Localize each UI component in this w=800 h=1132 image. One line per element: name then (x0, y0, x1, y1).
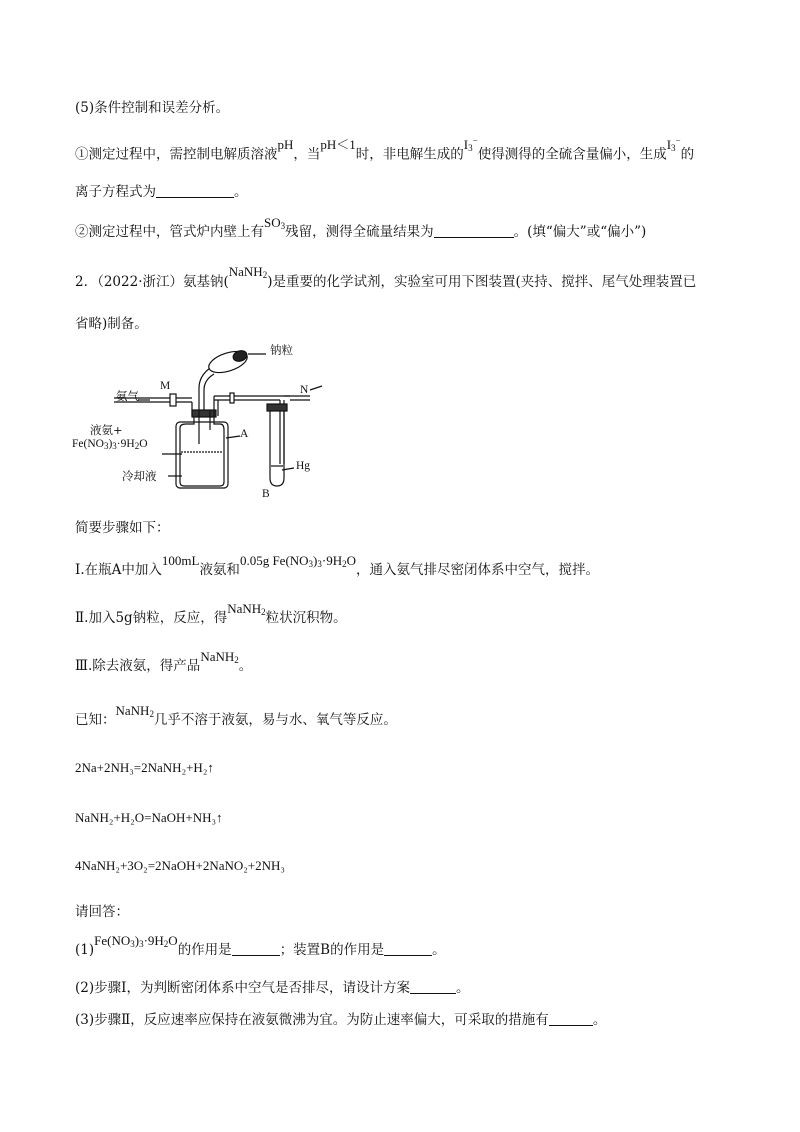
section5-q2 (75, 215, 647, 245)
q1c-sub1: 3 (130, 939, 135, 949)
known-text: 几乎不溶于液氨，易与水、氧气等反应。 (153, 712, 397, 728)
question-1 (75, 933, 446, 963)
q2-text-b: 残留，测得全硫量结果为 (285, 224, 434, 240)
q1c-sub3: 2 (163, 939, 169, 949)
s1-mass-formula (240, 553, 356, 568)
question-2 (75, 978, 469, 998)
fe-sub2: 3 (112, 441, 117, 451)
q3-end-mark: 。 (592, 1012, 607, 1028)
label-a: A (240, 428, 249, 440)
stopper-a (192, 410, 216, 417)
q1c-a: Fe(NO (94, 933, 131, 948)
s3-b: 。 (238, 658, 253, 674)
s1-m-d: O (346, 553, 356, 568)
test-tube-b (270, 410, 284, 486)
answer-blank-ion-equation[interactable] (156, 183, 234, 198)
i3-sub-2: 3 (671, 143, 676, 154)
answer-blank-measures[interactable] (549, 1011, 593, 1026)
p2-intro-b: )是重要的化学试剂，实验室可用下图装置(夹持、搅拌、尾气处理装置已 (267, 274, 697, 290)
section5-q1-line2 (75, 182, 248, 202)
s1-m-c: ·9H (321, 553, 343, 568)
fe-a: Fe(NO (72, 438, 104, 450)
s1-m-b: ) (313, 553, 318, 568)
so3-sub: 3 (280, 221, 286, 231)
label-hg: Hg (296, 460, 311, 472)
label-fe-nitrate (72, 438, 148, 451)
nanh2-symbol: NaNH (228, 264, 263, 279)
q2-text-c: 。(填“偏大”或“偏小”) (513, 224, 647, 240)
known-chem-sub: 2 (149, 709, 154, 719)
q1-end: 。 (234, 184, 248, 200)
q1-number: (1) (75, 942, 95, 958)
fe-c: ·9H (116, 438, 135, 450)
equation-2: NaNH₂+H₂O=NaOH+NH₃↑ (75, 810, 223, 825)
q1c-c: ·9H (143, 933, 164, 948)
i3-symbol: I (463, 137, 469, 153)
section5-title: (5)条件控制和误差分析。 (75, 100, 230, 116)
q1-device-b-text: ；装置B的作用是 (279, 942, 385, 958)
q1c-b: ) (134, 933, 140, 948)
q2-text-a: ②测定过程中，管式炉内壁上有 (75, 224, 264, 240)
s1-m-sub: 3 (308, 559, 314, 569)
q1-text-c: 时，非电解生成的 (355, 146, 464, 163)
i3-symbol-2: I (666, 137, 672, 153)
fe-sub3: 2 (134, 441, 140, 451)
step-1 (75, 553, 599, 583)
questions-prompt: 请回答： (75, 904, 129, 920)
fe-sub1: 3 (103, 441, 109, 451)
flask-a (180, 416, 224, 486)
known-formula (116, 703, 154, 718)
section5-q1-line1 (75, 136, 695, 167)
nanh2-sub: 2 (262, 270, 268, 280)
question-3 (75, 1010, 606, 1030)
s2-formula (227, 601, 265, 616)
stopper-b (267, 404, 287, 411)
so3-symbol: SO (264, 215, 281, 230)
equation-3: 4NaNH₂+3O₂=2NaOH+2NaNO₂+2NH₃ (75, 858, 285, 873)
i3-sup-2: − (675, 136, 681, 146)
p2-intro-a: 2．（2022·浙江）氨基钠( (75, 274, 229, 290)
fe-b: ) (108, 438, 113, 450)
step-2 (75, 601, 347, 631)
s1-mass: 0.05g Fe(NO (239, 553, 309, 568)
label-n: N (300, 384, 309, 396)
s1-volume: 100mL (161, 553, 200, 568)
s1-c: ，通入氨气排尽密闭体系中空气，搅拌。 (356, 562, 599, 578)
known-chem: NaNH (115, 703, 150, 718)
answer-blank-device-b[interactable] (384, 941, 432, 956)
so3-formula (264, 215, 285, 230)
s2-b: 粒状沉积物。 (265, 610, 347, 626)
answer-blank-scheme[interactable] (410, 979, 456, 994)
fe-d: O (139, 438, 148, 450)
label-m: M (160, 380, 171, 392)
q2-end-mark: 。 (455, 980, 470, 996)
s1-m-sub2: 3 (317, 559, 322, 569)
i3-sub: 3 (468, 143, 473, 154)
s1-b: 液氨和 (199, 562, 240, 578)
q1-text-d: 使得测得的全硫含量偏小，生成 (477, 146, 667, 163)
s2-chem-sub: 2 (261, 607, 266, 617)
equation-1: 2Na+2NH₃=2NaNH₂+H₂↑ (75, 760, 214, 775)
s2-a: Ⅱ.加入5g钠粒，反应，得 (75, 610, 228, 626)
label-coolant: 冷却液 (122, 469, 157, 483)
q1-formula (94, 933, 178, 948)
step-3 (75, 649, 253, 679)
known-prefix: 已知： (75, 712, 116, 728)
i3-ion-2 (667, 137, 681, 152)
s3-chem-sub: 2 (234, 655, 239, 665)
steps-intro: 简要步骤如下： (75, 520, 170, 536)
s3-a: Ⅲ.除去液氨，得产品 (75, 658, 201, 674)
ph-condition: pH＜1 (320, 137, 356, 153)
q1-text-e: 的 (680, 146, 695, 163)
q1-text-b: ，当 (293, 146, 321, 163)
problem2-intro-line2: 省略)制备。 (75, 316, 148, 332)
label-b: B (262, 488, 270, 500)
ph-formula: pH (277, 137, 294, 153)
i3-ion (464, 137, 478, 152)
s3-chem: NaNH (200, 649, 235, 664)
q3-text: (3)步骤Ⅱ，反应速率应保持在液氨微沸为宜。为防止速率偏大，可采取的措施有 (75, 1012, 549, 1028)
valve-m (170, 394, 176, 406)
q1c-d: O (168, 933, 178, 948)
known-info (75, 703, 397, 733)
q1-role-text: 的作用是 (177, 942, 232, 958)
label-liquid-ammonia: 液氨+ (90, 423, 123, 437)
q2-text: (2)步骤Ⅰ，为判断密闭体系中空气是否排尽，请设计方案 (75, 980, 410, 996)
problem2-intro-line1 (75, 264, 697, 295)
s3-formula (200, 649, 238, 664)
answer-blank-role[interactable] (232, 941, 280, 956)
q1-line2-text: 离子方程式为 (75, 184, 156, 200)
s1-a: Ⅰ.在瓶A中加入 (75, 562, 162, 578)
s1-m-sub3: 2 (342, 559, 347, 569)
nanh2-formula (229, 264, 267, 279)
apparatus-diagram (70, 340, 340, 505)
cooling-vessel (176, 422, 228, 488)
s2-chem: NaNH (227, 601, 262, 616)
q1-text-a: ①测定过程中，需控制电解质溶液 (75, 146, 278, 163)
i3-sup: − (472, 136, 478, 146)
q1-end-mark: 。 (432, 942, 446, 958)
label-sodium: 钠粒 (270, 343, 293, 357)
label-ammonia: 氨气 (116, 389, 139, 403)
q1c-sub2: 3 (139, 939, 144, 949)
answer-blank-result[interactable] (434, 223, 514, 238)
